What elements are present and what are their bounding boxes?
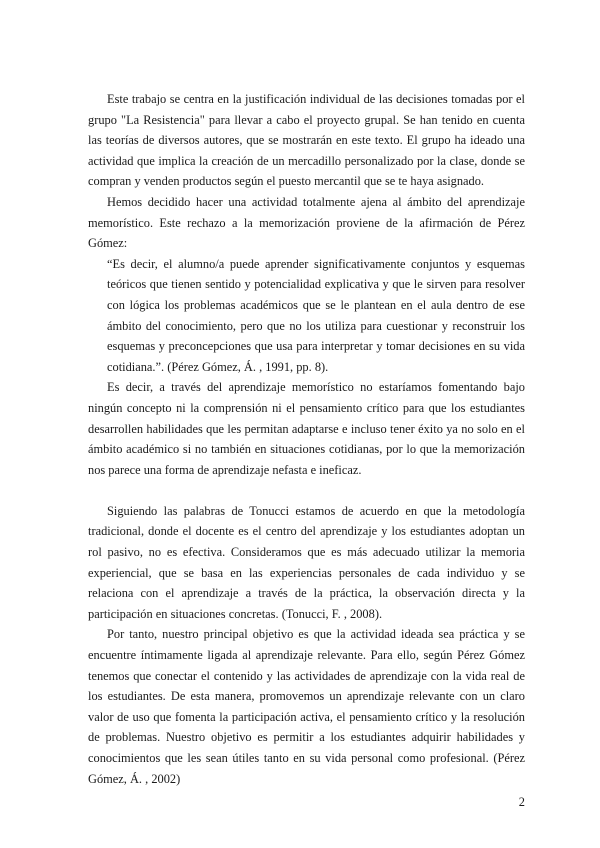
paragraph-intro: Este trabajo se centra en la justificación individual de las decisiones tomadas por el grupo "La Resistencia" para llevar a cabo el proyecto grupal. Se han tenido en cuenta las teorías de diversos autores, que se mostrarán en este texto. El grupo ha ideado una actividad que implica la creación de un mercadillo personalizado por la clase, donde se compran y venden productos según el puesto mercantil que se te haya asignado. (88, 92, 525, 189)
page-number: 2 (518, 795, 525, 809)
body-text (88, 89, 525, 789)
paragraph-objective: Por tanto, nuestro principal objetivo es que la actividad ideada sea práctica y se encuentre íntimamente ligada al aprendizaje relevante. Para ello, según Pérez Gómez tenemos que conectar el contenido y las actividades de aprendizaje con la vida real de los estudiantes. De esta manera, promovemos un aprendizaje relevante con un claro valor de uso que fomenta la participación activa, el pensamiento crítico y la resolución de problemas. Nuestro objetivo es permitir a los estudiantes adquirir habilidades y conocimientos que les sean útiles tanto en su vida personal como profesional. (Pérez Gómez, Á. , 2002) (88, 627, 525, 786)
paragraph-tonucci: Siguiendo las palabras de Tonucci estamos de acuerdo en que la metodología tradicional, donde el docente es el centro del aprendizaje y los estudiantes adoptan un rol pasivo, no es efectiva. Consideramos que es más adecuado utilizar la memoria experiencial, que se basa en las experiencias personales de cada individuo y se relaciona con el aprendizaje a través de la práctica, la observación directa y la participación en situaciones concretas. (Tonucci, F. , 2008). (88, 503, 525, 621)
block-quote: “Es decir, el alumno/a puede aprender significativamente conjuntos y esquemas teóricos que tienen sentido y potencialidad explicativa y que le sirven para resolver con lógica los problemas académicos que se le plantean en el aula dentro de ese ámbito del conocimiento, pero que no los utiliza para cuestionar y reconstruir los esquemas y preconcepciones que usa para interpretar y tomar decisiones en su vida cotidiana.”. (Pérez Gómez, Á. , 1991, pp. 8). (107, 256, 525, 374)
paragraph-rejection: Hemos decidido hacer una actividad totalmente ajena al ámbito del aprendizaje memorístico. Este rechazo a la memorización proviene de la afirmación de Pérez Gómez: (88, 194, 525, 251)
paragraph-memorization: Es decir, a través del aprendizaje memorístico no estaríamos fomentando bajo ningún concepto ni la comprensión ni el pensamiento crítico para que los estudiantes desarrollen habilidades que les permitan adaptarse e incluso tener éxito ya no solo en el ámbito académico si no también en situaciones cotidianas, por lo que la memorización nos parece una forma de aprendizaje nefasta e ineficaz. (88, 380, 525, 477)
